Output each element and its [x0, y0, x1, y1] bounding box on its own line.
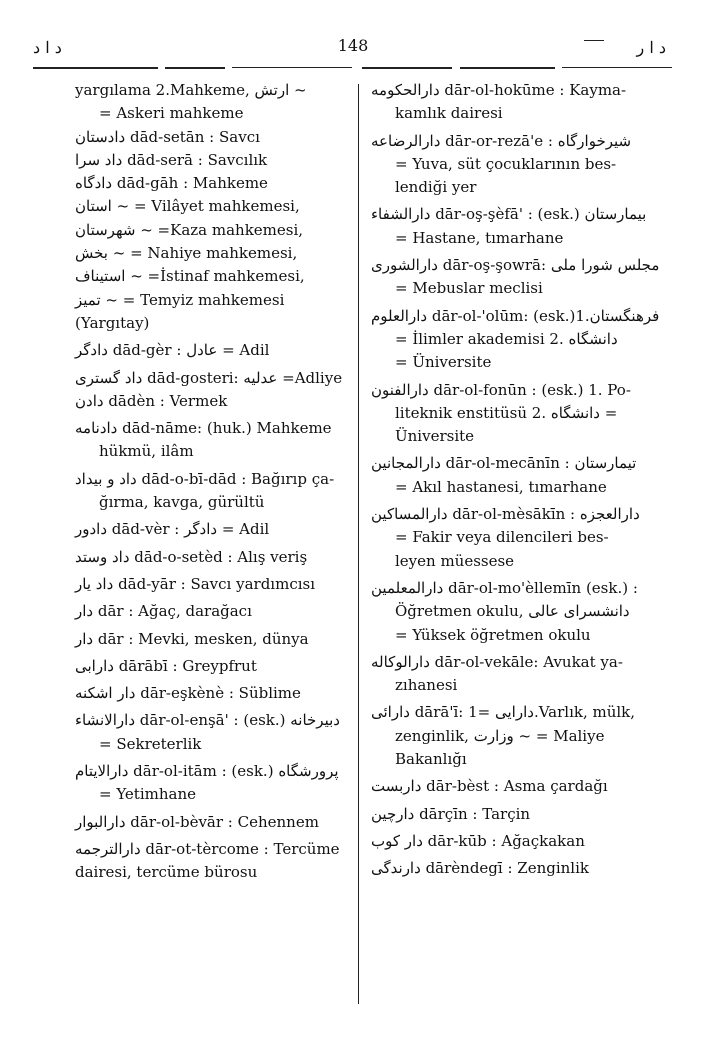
entry-line: داد وستد dād-o-setèd : Alış veriş	[75, 547, 308, 566]
entry-line: دارائی dārā'ī: دارایی =1.Varlık, mülk,	[371, 703, 636, 722]
left-column	[75, 79, 347, 885]
entry-line: Üniversite	[395, 427, 475, 446]
entry-line: دادنامه dād-nāme: (huk.) Mahkeme	[75, 419, 332, 438]
entry-line: lendiği yer	[395, 178, 477, 197]
entry-line: zıhanesi	[395, 676, 458, 695]
entry-line: دادگر dād-gèr : عادل = Adil	[75, 341, 270, 360]
entry-line: = İlimler akademisi 2. دانشگاه	[395, 329, 618, 348]
entry-line: دارالمساکین dār-ol-mèsākīn : دارالعجزه	[371, 505, 640, 524]
entry-line: dairesi, tercüme bürosu	[75, 863, 258, 882]
entry-line: دادور dād-vèr : دادگر = Adil	[75, 520, 270, 539]
entry-line: دارالرضاعه dār-or-rezā'e : شیرخوارگاه	[371, 131, 632, 150]
entry-line: داد و بیداد dād-o-bī-dād : Bağırıp ça-	[75, 469, 335, 488]
header-rule-segment	[232, 67, 352, 68]
entry-line: (Yargıtay)	[75, 313, 150, 332]
header-rule-segment	[460, 67, 555, 69]
entry-line: = Sekreterlik	[99, 734, 202, 753]
header-right-guide-letters: د ا ر	[636, 38, 666, 57]
entry-line: zenginlik, وزارت ~ = Maliye	[395, 726, 605, 745]
entry-line: = Üniversite	[395, 353, 492, 372]
entry-line: شهرستان ~ =Kaza mahkemesi,	[75, 220, 304, 239]
entry-line: دار dār : Mevki, mesken, dünya	[75, 629, 309, 648]
entry-line: داد گستری dād-gosteri: عدلیه =Adliye	[75, 368, 343, 387]
entry-line: دارندگی dārèndegī : Zenginlik	[371, 859, 589, 878]
entry-line: دارالفنون dār-ol-fonūn : (esk.) 1. Po-	[371, 380, 631, 399]
header-dash	[584, 40, 604, 41]
entry-line: Öğretmen okulu, دانشسرای عالی	[395, 602, 630, 621]
entry-line: = Yetimhane	[99, 785, 197, 804]
header-rule-segment	[562, 67, 672, 68]
page-number: 148	[337, 36, 369, 55]
entry-line: تمیز ~ = Temyiz mahkemesi	[75, 290, 285, 309]
entry-line: داربست dār-bèst : Asma çardağı	[371, 777, 608, 796]
entry-line: دارالشوری dār-oş-şowrā: مجلس شورا ملی	[371, 256, 660, 275]
entry-line: kamlık dairesi	[395, 104, 503, 123]
header-rule-segment	[165, 67, 225, 69]
entry-line: داد سرا dād-serā : Savcılık	[75, 150, 268, 169]
entry-line: = Yüksek öğretmen okulu	[395, 625, 591, 644]
entry-line: دار کوب dār-kūb : Ağaçkakan	[371, 831, 585, 850]
column-divider	[358, 84, 359, 1004]
entry-line: دادستان dād-setān : Savcı	[75, 127, 260, 146]
entry-line: liteknik enstitüsü 2. دانشگاه =	[395, 403, 618, 422]
entry-line: استیناف ~ =İstinaf mahkemesi,	[75, 267, 305, 286]
entry-line: دارالمجانین dār-ol-mecānīn : تیمارستان	[371, 454, 637, 473]
entry-line: داد یار dād-yār : Savcı yardımcısı	[75, 574, 316, 593]
entry-line: دارالبوار dār-ol-bèvār : Cehennem	[75, 812, 319, 831]
entry-line: = Mebuslar meclisi	[395, 279, 543, 298]
entry-line: دارالانشاء dār-ol-enşā' : (esk.) دبیرخانه	[75, 711, 340, 730]
entry-line: دادن dādèn : Vermek	[75, 391, 228, 410]
entry-line: دارالترجمه dār-ot-tèrcome : Tercüme	[75, 839, 340, 858]
entry-line: leyen müessese	[395, 551, 515, 570]
entry-line: = Yuva, süt çocuklarının bes-	[395, 154, 617, 173]
entry-line: دارالایتام dār-ol-itām : (esk.) پرورشگاه	[75, 762, 339, 781]
entry-line: دار dār : Ağaç, darağacı	[75, 602, 252, 621]
entry-line: دارالعلوم dār-ol-'olūm: (esk.)1.فرهنگستان	[371, 306, 660, 325]
entry-line: استان ~ = Vilâyet mahkemesi,	[75, 197, 300, 216]
entry-line: دادگاه dād-gāh : Mahkeme	[75, 174, 268, 193]
entry-line: دارالمعلمین dār-ol-mo'èllemīn (esk.) :	[371, 578, 638, 597]
entry-line: دارابی dārābī : Greypfrut	[75, 656, 257, 675]
entry-line: بخش ~ = Nahiye mahkemesi,	[75, 244, 298, 263]
right-column	[371, 79, 671, 881]
entry-line: Bakanlığı	[395, 750, 467, 769]
header-left-guide-letters: د ا د	[33, 38, 62, 57]
header-rule-segment	[33, 67, 158, 69]
entry-line: دار اشکنه dār-eşkènè : Süblime	[75, 684, 301, 703]
entry-line: دارالشفاء dār-oş-şèfā' : (esk.) بیمارستان	[371, 205, 647, 224]
entry-line: = Askeri mahkeme	[99, 104, 244, 123]
entry-line: hükmü, ilâm	[99, 442, 194, 461]
entry-line: = Hastane, tımarhane	[395, 228, 564, 247]
entry-line: دارالوکاله dār-ol-vekāle: Avukat ya-	[371, 652, 623, 671]
entry-line: = Akıl hastanesi, tımarhane	[395, 477, 607, 496]
entry-line: ğırma, kavga, gürültü	[99, 493, 265, 512]
header-rule-segment	[362, 67, 452, 69]
entry-line: دارالحکومه dār-ol-hokūme : Kayma-	[371, 81, 627, 99]
entry-line: = Fakir veya dilencileri bes-	[395, 528, 609, 547]
entry-line: دارچین dārçīn : Tarçin	[371, 804, 531, 823]
entry-line: yargılama 2.Mahkeme, ارتش ~	[75, 81, 307, 99]
